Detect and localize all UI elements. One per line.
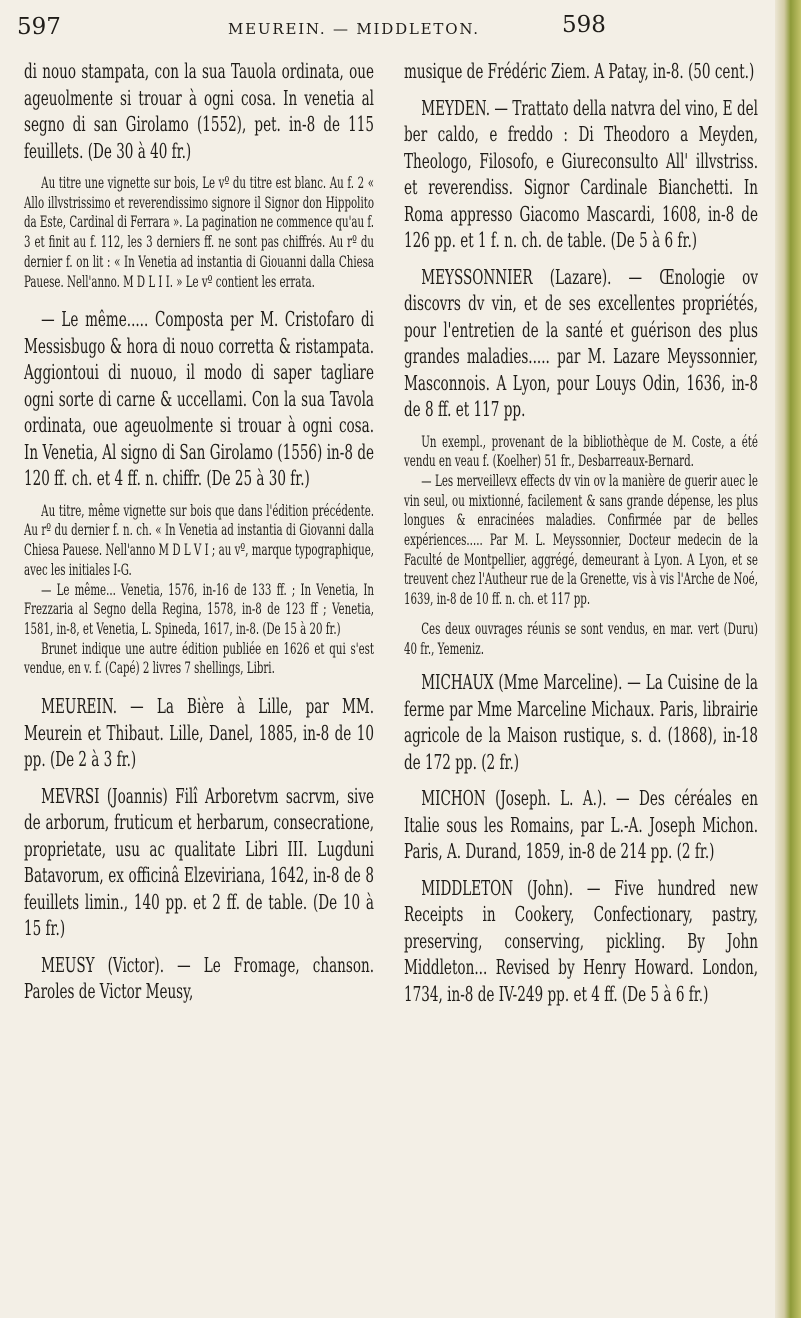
entry-meyssonnier: MEYSSONNIER (Lazare). — Œnologie ov discovrs dv vin, et de ses excellentes propriétés, pour l'entretien de la santé et guérison des plus grandes maladies..... par M. Lazare Meyssonnier, Masconnois. A Lyon, pour Louys Odin, 1636, in-8 de 8 ff. et 117 pp. [404,264,759,421]
entry-mevrsi: MEVRSI (Joannis) Filî Arboretvm sacrvm, sive de arborum, fruticum et herbarum, consecratione, proprietate, usu ac qualitate Libri III. Lugduni Batavorum, ex officinâ Elzeviriana, 1642, in-8 de 8 feuillets limin., 140 pp. et 2 ff. de table. (De 10 à 15 fr.) [24,783,375,941]
page-edge-shadow [775,0,801,1318]
right-column [404,58,758,1007]
note-paragraph: Au titre une vignette sur bois, Le vº du titre est blanc. Au f. 2 « Allo illvstrissimo et reverendissimo signore il Signor don Hippolito da Este, Cardinal di Ferrara ». La pagination ne commence qu'au f. 3 et finit au f. 112, les 3 derniers ff. ne sont pas chiffrés. Au rº du dernier f. on lit : « In Venetia ad instantia di Giouanni dalla Chiesa Pauese. Nell'anno. M D L I I. » Le vº contient les errata. [24,174,375,291]
note-paragraph: — Le même... Venetia, 1576, in-16 de 133 ff. ; In Venetia, In Frezzaria al Segno della Regina, 1578, in-8 de 123 ff ; Venetia, 1581, in-8, et Venetia, L. Spineda, 1617, in-8. (De 15 à 20 fr.) [24,580,375,638]
entry-paragraph: — Le même..... Composta per M. Cristofaro di Messisbugo & hora di nouo corretta & ristampata. Aggiontoui di nuouo, il modo di saper tagliare ogni sorte di carne & uccellami. Con la sua Tavola ordinata, oue ageuolmente si trouar à ogni cosa. In Venetia, Al signo di San Girolamo (1556) in-8 de 120 ff. ch. et 4 ff. n. chiffr. (De 25 à 30 fr.) [24,307,375,491]
note-paragraph: Un exempl., provenant de la bibliothèque de M. Coste, a été vendu en veau f. (Koelher) 51 fr., Desbarreaux-Bernard. [404,432,759,471]
entry-middleton: MIDDLETON (John). — Five hundred new Receipts in Cookery, Confectionary, pastry, preserving, conserving, pickling. By John Middleton... Revised by Henry Howard. London, 1734, in-8 de IV-249 pp. et 4 ff. (De 5 à 6 fr.) [404,875,759,1006]
entry-meusy: MEUSY (Victor). — Le Fromage, chanson. Paroles de Victor Meusy, [24,952,375,1004]
entry-meyden: MEYDEN. — Trattato della natvra del vino, E del ber caldo, e freddo : Di Theodoro a Meyden, Theologo, Filosofo, e Giureconsulto All' illvstriss. et reverendiss. Signor Cardinale Bianchetti. In Roma appresso Giacomo Mascardi, 1608, in-8 de 126 pp. et 1 f. n. ch. de table. (De 5 à 6 fr.) [404,95,759,252]
running-head: MEUREIN. — MIDDLETON. [228,20,480,38]
left-column [24,58,374,1005]
page-header [0,6,801,50]
page-number-right: 598 [562,12,606,38]
entry-michon: MICHON (Joseph. L. A.). — Des céréales en Italie sous les Romains, par L.-A. Joseph Michon. Paris, A. Durand, 1859, in-8 de 214 pp. (2 fr.) [404,786,759,864]
entry-meurein: MEUREIN. — La Bière à Lille, par MM. Meurein et Thibaut. Lille, Danel, 1885, in-8 de 10 pp. (De 2 à 3 fr.) [24,694,375,772]
entry-continuation: musique de Frédéric Ziem. A Patay, in-8. (50 cent.) [404,59,755,83]
page-number-left: 597 [17,14,61,40]
entry-continuation: di nouo stampata, con la sua Tauola ordinata, oue ageuolmente si trouar à ogni cosa. In venetia al segno di san Girolamo (1552), pet. in-8 de 115 feuillets. (De 30 à 40 fr.) [24,59,375,163]
note-paragraph: Ces deux ouvrages réunis se sont vendus, en mar. vert (Duru) 40 fr., Yemeniz. [404,619,759,658]
note-paragraph: Brunet indique une autre édition publiée en 1626 et qui s'est vendue, en v. f. (Capé) 2 livres 7 shellings, Libri. [24,639,375,678]
note-paragraph: — Les merveillevx effects dv vin ov la manière de guerir auec le vin seul, ou mixtionné, facilement & sans grande dépense, les plus longues & enracinées maladies. Confirmée par de belles expériences..... Par M. L. Meyssonnier, Docteur medecin de la Faculté de Montpellier, aggrégé, demeurant à Lyon. A Lyon, et se treuvent chez l'Autheur rue de la Grenette, vis à vis l'Arche de Noé, 1639, in-8 de 10 ff. n. ch. et 117 pp. [404,471,759,609]
entry-michaux: MICHAUX (Mme Marceline). — La Cuisine de la ferme par Mme Marceline Michaux. Paris, librairie agricole de la Maison rustique, s. d. (1868), in-18 de 172 pp. (2 fr.) [404,670,759,774]
note-paragraph: Au titre, même vignette sur bois que dans l'édition précédente. Au rº du dernier f. n. ch. « In Venetia ad instantia di Giovanni dalla Chiesa Pauese. Nell'anno M D L V I ; au vº, marque typographique, avec les initiales I-G. [24,501,375,579]
